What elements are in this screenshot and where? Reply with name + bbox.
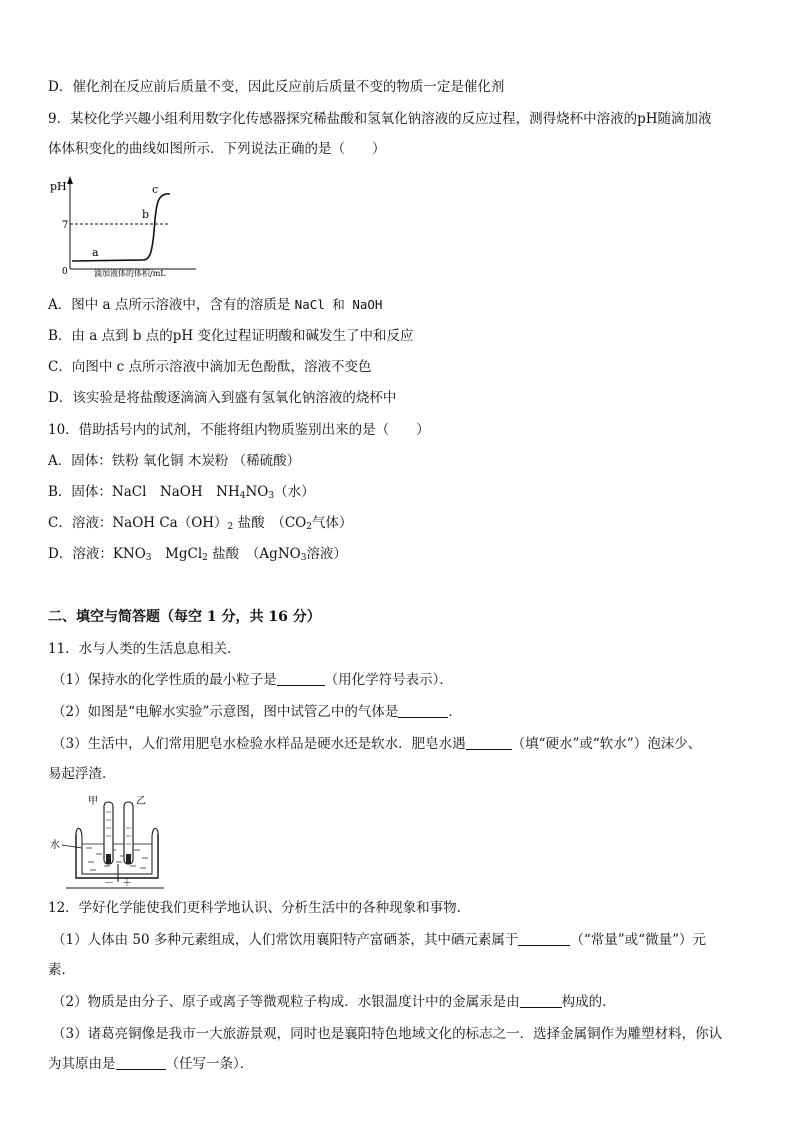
tube-jia-label: 甲 — [88, 796, 98, 807]
electrolysis-figure — [48, 792, 168, 890]
q9-option-c: C．向图中 c 点所示溶液中滴加无色酚酞，溶液不变色 — [48, 359, 372, 375]
option-d-line: D．催化剂在反应前后质量不变，因此反应前后质量不变的物质一定是催化剂 — [48, 79, 505, 95]
plus-terminal: ＋ — [122, 878, 132, 889]
q9-option-a: A．图中 a 点所示溶液中，含有的溶质是 NaCl 和 NaOH — [48, 297, 383, 313]
answer-blank[interactable] — [398, 705, 448, 718]
answer-blank[interactable] — [520, 995, 562, 1008]
x-axis-label: 滴加液体的体积/mL — [94, 269, 166, 278]
q12-part-2: （2）物质是由分子、原子或离子等微观粒子构成．水银温度计中的金属汞是由 构成的． — [52, 994, 616, 1010]
section-2-heading: 二、填空与简答题（每空 1 分，共 16 分） — [48, 609, 321, 625]
answer-blank[interactable] — [518, 933, 570, 946]
answer-blank[interactable] — [116, 1057, 166, 1070]
q12-part-3: （3）诸葛亮铜像是我市一大旅游景观，同时也是襄阳特色地域文化的标志之一．选择金属铜作为雕塑材料，你认 — [52, 1026, 723, 1042]
question-9-line1: 9．某校化学兴趣小组利用数字化传感器探究稀盐酸和氢氧化钠溶液的反应过程，测得烧杯中溶液的pH随滴加液 — [48, 111, 712, 127]
water-label: 水 — [50, 840, 60, 851]
q12-part-3-cont: 为其原由是 （任写一条）． — [48, 1056, 254, 1072]
point-a-label: a — [92, 246, 99, 259]
minus-terminal: － — [104, 878, 114, 889]
q10-option-c: C．溶液：NaOH $Ca(OH)_2$ 盐酸 （$CO_2$气体） — [48, 515, 353, 532]
point-b-label: b — [142, 208, 150, 221]
question-9-line2: 体体积变化的曲线如图所示．下列说法正确的是（ ） — [48, 141, 386, 157]
tube-yi-label: 乙 — [136, 796, 146, 807]
q11-part-2: （2）如图是“电解水实验”示意图，图中试管乙中的气体是 ． — [52, 704, 462, 720]
q10-option-d: D．溶液：$KNO_3$ MgCl$_2$ 盐酸 （AgNO$_3$溶液） — [48, 546, 347, 563]
q11-part-3: （3）生活中，人们常用肥皂水检验水样品是硬水还是软水．肥皂水遇 （填“硬水”或“软水”）泡沫少、 — [52, 736, 702, 752]
point-c-label: c — [152, 183, 159, 196]
ph-axis-label: pH — [50, 180, 67, 193]
question-12: 12．学好化学能使我们更科学地认识、分析生活中的各种现象和事物． — [48, 900, 471, 916]
q12-part-1-cont: 素． — [48, 962, 75, 978]
q11-part-3-cont: 易起浮渣． — [48, 766, 116, 782]
question-10: 10．借助括号内的试剂，不能将组内物质鉴别出来的是（ ） — [48, 422, 430, 438]
q10-option-b: B．固体：NaCl NaOH $NH_4NO_3$（水） — [48, 484, 315, 501]
q12-part-1: （1）人体由 50 多种元素组成，人们常饮用襄阳特产富硒茶，其中硒元素属于 （“常量”或“微量”）元 — [52, 932, 706, 948]
question-11: 11．水与人类的生活息息相关． — [48, 641, 241, 657]
q11-part-1: （1）保持水的化学性质的最小粒子是 （用化学符号表示）． — [52, 672, 453, 688]
answer-blank[interactable] — [466, 737, 512, 750]
ph-curve-figure — [48, 172, 198, 280]
ph-seven-label: 7 — [62, 220, 69, 231]
origin-label: 0 — [62, 267, 68, 277]
q10-option-a: A．固体：铁粉 氧化铜 木炭粉 （稀硫酸） — [48, 453, 301, 469]
q9-option-d: D．该实验是将盐酸逐滴滴入到盛有氢氧化钠溶液的烧杯中 — [48, 390, 397, 406]
q9-option-b: B．由 a 点到 b 点的pH 变化过程证明酸和碱发生了中和反应 — [48, 328, 414, 344]
answer-blank[interactable] — [277, 673, 325, 686]
